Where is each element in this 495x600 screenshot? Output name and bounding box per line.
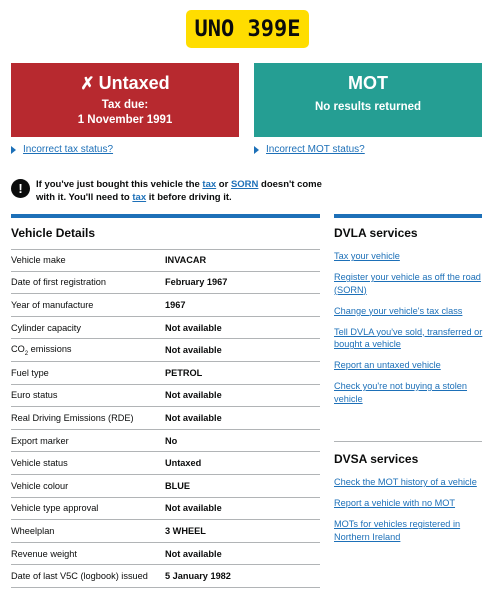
vehicle-details-table (11, 249, 320, 588)
mot-status-heading: MOT (348, 73, 388, 93)
dvla-services-list (334, 250, 484, 414)
incorrect-mot-status-toggle[interactable] (254, 144, 365, 155)
details-row (11, 475, 320, 498)
incorrect-tax-status-link[interactable]: Incorrect tax status? (23, 144, 114, 155)
dvla-service-link[interactable]: Report an untaxed vehicle (334, 360, 441, 370)
dvla-services-title: DVLA services (334, 226, 418, 240)
details-row (11, 498, 320, 521)
mot-status-panel (254, 63, 482, 137)
details-row-label-post: emissions (28, 343, 72, 354)
exclamation-icon: ! (11, 179, 30, 198)
dvsa-divider (334, 441, 482, 442)
details-row-label-pre: CO (11, 343, 25, 354)
details-row (11, 452, 320, 475)
details-row (11, 520, 320, 543)
dvla-top-border (334, 214, 482, 218)
details-row (11, 543, 320, 566)
triangle-right-icon (11, 146, 16, 154)
details-row-value: PETROL (165, 367, 203, 378)
details-row-label: Vehicle status (11, 458, 68, 469)
details-row-value: February 1967 (165, 277, 228, 288)
dvla-service-link[interactable]: Check you're not buying a stolen vehicle (334, 381, 468, 404)
mot-status-message: No results returned (314, 101, 422, 113)
details-row-value: INVACAR (165, 255, 207, 266)
details-row (11, 565, 320, 588)
warning-sorn-link[interactable]: SORN (230, 179, 259, 190)
details-row-label: Real Driving Emissions (RDE) (11, 412, 134, 423)
details-row (11, 249, 320, 272)
details-row-label: Year of manufacture (11, 299, 94, 310)
dvla-service-link[interactable]: Change your vehicle's tax class (334, 305, 463, 316)
dvla-service-link[interactable]: Register your vehicle as off the road (SORN) (334, 272, 481, 295)
tax-status-heading (80, 73, 169, 94)
warning-text-part: or (218, 179, 229, 190)
dvla-service-link[interactable]: Tax your vehicle (334, 251, 400, 261)
details-row-value: 3 WHEEL (165, 525, 206, 536)
dvsa-services-list (334, 476, 484, 552)
details-row-value: Not available (165, 503, 222, 514)
dvsa-service-link[interactable]: Check the MOT history of a vehicle (334, 477, 477, 487)
details-row-value: BLUE (165, 480, 191, 491)
details-top-border (11, 214, 320, 218)
details-row-value: Not available (165, 345, 222, 356)
details-row (11, 317, 320, 340)
details-row-value: Not available (165, 322, 222, 333)
warning-text-part: If you've just bought this vehicle the (36, 179, 200, 190)
details-row (11, 294, 320, 317)
details-row (11, 339, 320, 362)
dvsa-service-link[interactable]: Report a vehicle with no MOT (334, 498, 456, 508)
number-plate: UNO 399E (186, 10, 309, 48)
warning-text (36, 178, 331, 204)
details-row-label: Revenue weight (11, 548, 77, 559)
details-row-value: Not available (165, 412, 222, 423)
vehicle-details-title: Vehicle Details (11, 226, 96, 240)
details-row (11, 385, 320, 408)
details-row-label: Vehicle colour (11, 480, 69, 491)
details-row-label: Cylinder capacity (11, 322, 81, 333)
details-row (11, 407, 320, 430)
incorrect-mot-status-link[interactable]: Incorrect MOT status? (266, 144, 365, 155)
cross-icon: ✗ (80, 73, 95, 93)
details-row-label-subscript: 2 (24, 350, 29, 357)
number-plate-wrapper (0, 10, 495, 48)
warning-tax-link[interactable]: tax (202, 179, 217, 190)
tax-status-panel (11, 63, 239, 137)
details-row (11, 430, 320, 453)
details-row-value: Untaxed (165, 458, 202, 469)
details-row-label: Euro status (11, 390, 58, 401)
details-row-label: Fuel type (11, 367, 49, 378)
tax-status-text: Untaxed (98, 73, 170, 93)
details-row-value: Not available (165, 548, 222, 559)
details-row (11, 362, 320, 385)
warning-tax-link-2[interactable]: tax (132, 192, 147, 203)
details-row-label: Date of last V5C (logbook) issued (11, 571, 148, 582)
details-row-label: Date of first registration (11, 277, 106, 288)
dvsa-service-link[interactable]: MOTs for vehicles registered in Northern Ireland (334, 519, 461, 542)
tax-due-date: 1 November 1991 (77, 114, 173, 126)
warning-text-part: it before driving it. (148, 192, 232, 203)
incorrect-tax-status-toggle[interactable] (11, 144, 113, 155)
triangle-right-icon (254, 146, 259, 154)
details-row-value: 5 January 1982 (165, 571, 231, 582)
dvsa-services-title: DVSA services (334, 452, 419, 466)
details-row-label: Export marker (11, 435, 69, 446)
details-row-value: 1967 (165, 299, 186, 310)
details-row-value: Not available (165, 390, 222, 401)
details-row (11, 272, 320, 295)
warning-text-part: doesn't come with it. You'll need to (36, 179, 322, 203)
details-row-label: Vehicle type approval (11, 503, 99, 514)
details-row-label: Wheelplan (11, 525, 55, 536)
details-row-value: No (165, 435, 178, 446)
dvla-service-link[interactable]: Tell DVLA you've sold, transferred or bought a vehicle (334, 326, 483, 349)
details-row-label (11, 344, 165, 357)
details-row-label: Vehicle make (11, 255, 66, 266)
warning-notice (11, 178, 331, 204)
tax-due-label: Tax due: (101, 99, 149, 111)
